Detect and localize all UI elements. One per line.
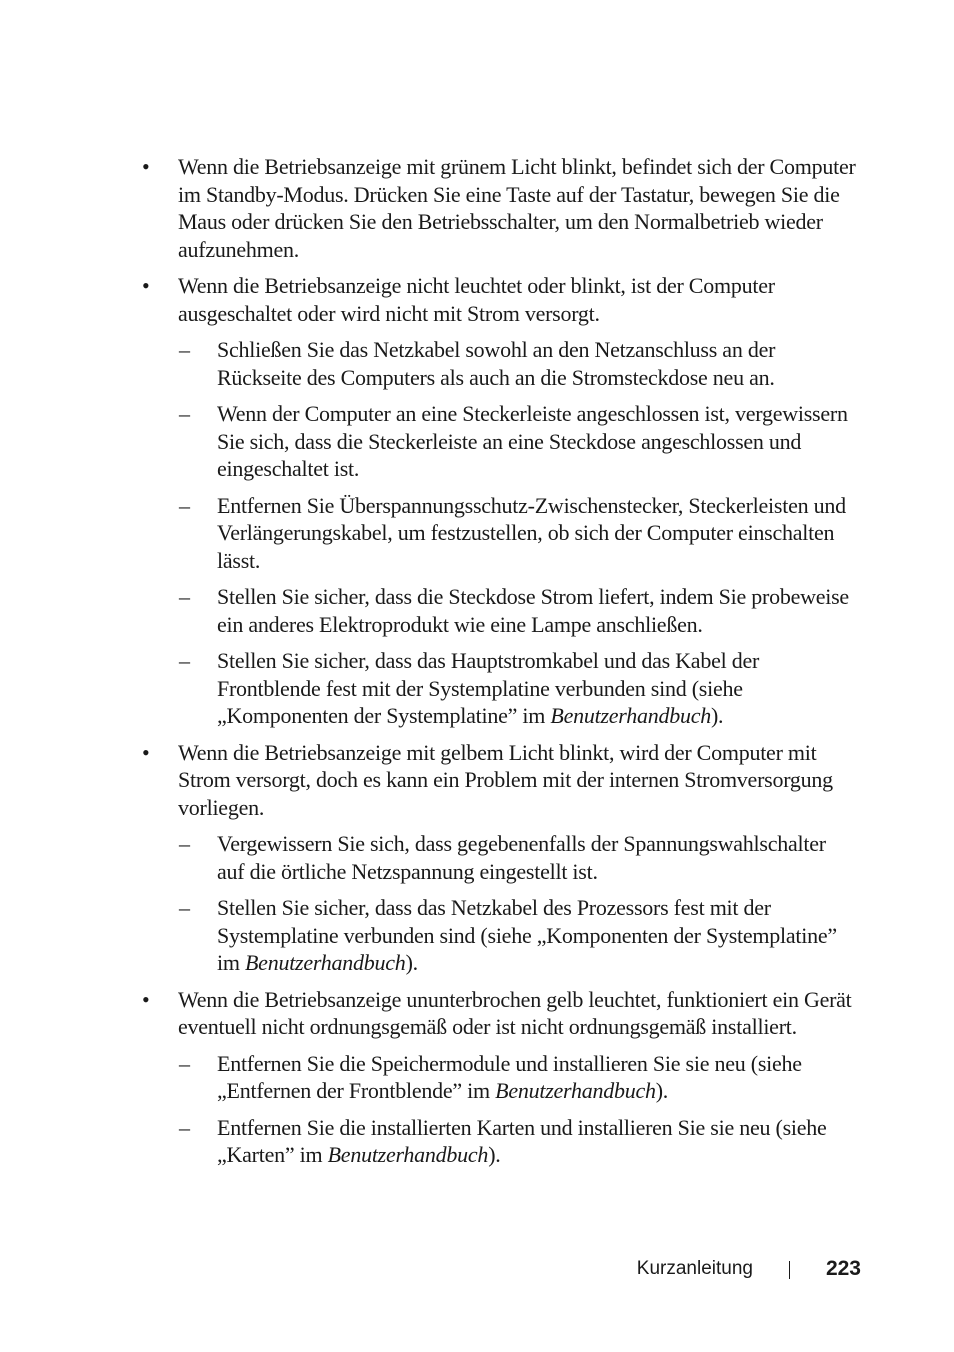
- sub-bullet-item: [179, 336, 857, 391]
- bullet-marker: •: [142, 154, 150, 179]
- text-run: Vergewissern Sie sich, dass gegebenenfalls der Spannungswahlschalter auf die örtliche Netzspannung eingestellt ist.: [217, 831, 826, 884]
- text-run: Schließen Sie das Netzkabel sowohl an den Netzanschluss an der Rückseite des Computers als auch an die Stromsteckdose neu an.: [217, 337, 776, 390]
- item-text: [217, 1114, 857, 1169]
- text-run: Wenn die Betriebsanzeige mit gelbem Licht blinkt, wird der Computer mit Strom versorgt, doch es kann ein Problem mit der internen Stromversorgung vorliegen.: [178, 739, 833, 820]
- footer-divider: [789, 1261, 790, 1279]
- item-text: [178, 153, 862, 263]
- text-run: Wenn die Betriebsanzeige ununterbrochen gelb leuchtet, funktioniert ein Gerät eventuell nicht ordnungsgemäß oder ist nicht ordnungsgemäß installiert.: [178, 986, 852, 1039]
- bullet-marker: •: [142, 739, 150, 765]
- item-text: [217, 894, 857, 977]
- dash-marker: –: [179, 831, 190, 856]
- sub-bullet-item: [179, 894, 857, 977]
- sub-bullet-item: [179, 1114, 857, 1169]
- text-run: Wenn die Betriebsanzeige nicht leuchtet oder blinkt, ist der Computer ausgeschaltet oder wird nicht mit Strom versorgt.: [178, 273, 775, 326]
- dash-marker: –: [179, 401, 190, 426]
- bullet-item: [142, 272, 862, 327]
- sub-bullet-item: [179, 830, 857, 885]
- item-text: [178, 272, 862, 327]
- dash-marker: –: [179, 895, 190, 920]
- sub-bullet-item: [179, 583, 857, 638]
- italic-reference: Benutzerhandbuch: [244, 950, 406, 975]
- bullet-marker: •: [142, 986, 150, 1012]
- dash-marker: –: [179, 584, 190, 609]
- item-text: [217, 647, 857, 730]
- text-run: Entfernen Sie die Speichermodule und installieren Sie sie neu (siehe „Entfernen der Frontblende” im: [217, 1050, 802, 1103]
- text-run: Stellen Sie sicher, dass das Netzkabel des Prozessors fest mit der Systemplatine verbunden sind (siehe „Komponenten der Systemplatine” im: [217, 895, 837, 975]
- sub-bullet-item: [179, 1050, 857, 1105]
- footer-section-title: Kurzanleitung: [636, 1258, 753, 1279]
- item-text: [217, 336, 857, 391]
- page-number: 223: [825, 1257, 861, 1280]
- sub-bullet-item: [179, 647, 857, 730]
- bullet-marker: •: [142, 273, 150, 298]
- dash-marker: –: [179, 337, 190, 362]
- italic-reference: Benutzerhandbuch: [550, 703, 711, 728]
- text-run: ).: [488, 1142, 501, 1167]
- text-run: Wenn der Computer an eine Steckerleiste angeschlossen ist, vergewissern Sie sich, dass die Steckerleiste an eine Steckdose angeschlossen und eingeschaltet ist.: [217, 401, 848, 481]
- text-run: ).: [405, 950, 418, 975]
- sub-bullet-item: [179, 400, 857, 483]
- italic-reference: Benutzerhandbuch: [327, 1142, 489, 1167]
- item-text: [217, 583, 857, 638]
- text-run: Entfernen Sie Überspannungsschutz-Zwischenstecker, Steckerleisten und Verlängerungskabel, um festzustellen, ob sich der Computer einschalten lässt.: [217, 492, 846, 573]
- document-body: [0, 153, 954, 1169]
- item-text: [217, 1050, 857, 1105]
- text-run: Stellen Sie sicher, dass die Steckdose Strom liefert, indem Sie probeweise ein anderes Elektroprodukt wie eine Lampe anschließen.: [217, 584, 849, 637]
- item-text: [217, 400, 857, 483]
- dash-marker: –: [179, 1114, 190, 1140]
- bullet-item: [142, 739, 862, 822]
- bullet-item: [142, 986, 862, 1041]
- item-text: [178, 986, 862, 1041]
- dash-marker: –: [179, 1050, 190, 1076]
- bullet-item: [142, 153, 862, 263]
- italic-reference: Benutzerhandbuch: [495, 1078, 656, 1103]
- item-text: [178, 739, 862, 822]
- item-text: [217, 830, 857, 885]
- text-run: Stellen Sie sicher, dass das Hauptstromkabel und das Kabel der Frontblende fest mit der Systemplatine verbunden sind (siehe „Komponenten der Systemplatine” im: [217, 648, 760, 728]
- sub-bullet-item: [179, 492, 857, 575]
- text-run: Wenn die Betriebsanzeige mit grünem Licht blinkt, befindet sich der Computer im Standby-Modus. Drücken Sie eine Taste auf der Tastatur, bewegen Sie die Maus oder drücken Sie den Betriebsschalter, um den Normalbetrieb wieder aufzunehmen.: [178, 154, 856, 262]
- text-run: Entfernen Sie die installierten Karten und installieren Sie sie neu (siehe „Karten” im: [217, 1114, 827, 1167]
- text-run: ).: [710, 703, 724, 728]
- text-run: ).: [655, 1078, 669, 1103]
- dash-marker: –: [179, 492, 190, 518]
- item-text: [217, 492, 857, 575]
- page-footer: [0, 1255, 954, 1285]
- dash-marker: –: [179, 648, 190, 673]
